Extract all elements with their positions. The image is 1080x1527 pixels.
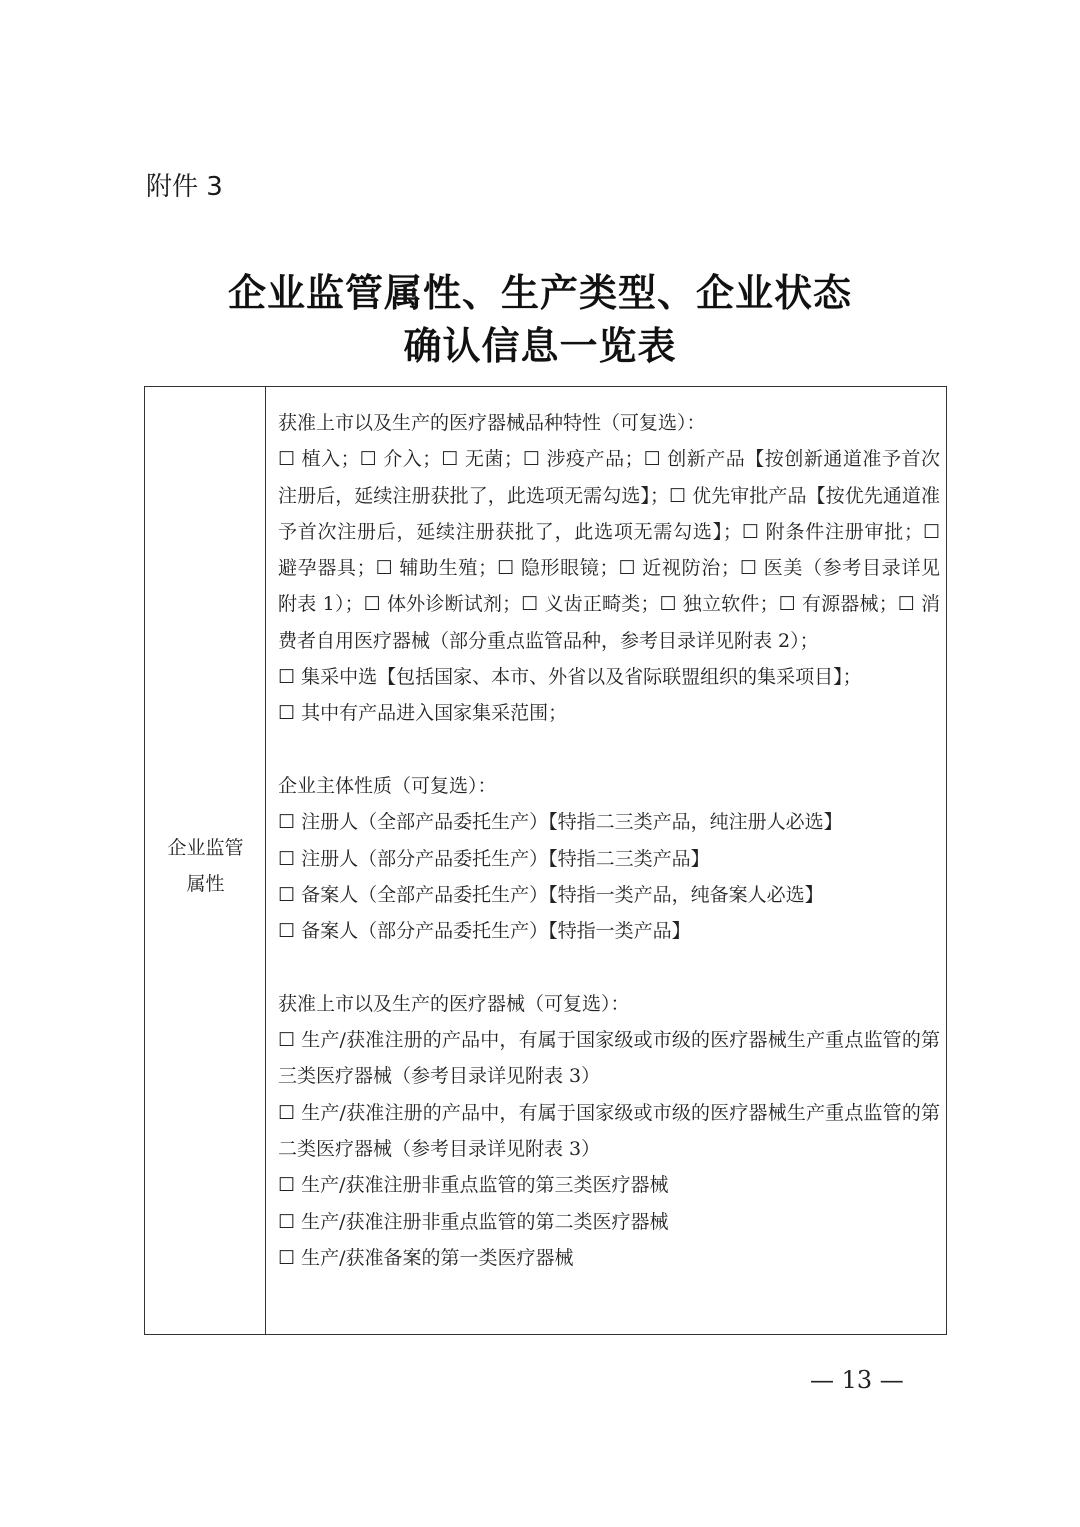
table-column-divider (265, 386, 266, 1335)
option-key-class2[interactable]: ☐ 生产/获准注册的产品中，有属于国家级或市级的医疗器械生产重点监管的第二类医疗器械（参考目录详见附表 3） (278, 1101, 940, 1160)
row-label-line2: 属性 (186, 873, 225, 895)
row-label-line1: 企业监管 (167, 837, 244, 859)
option-key-class3[interactable]: ☐ 生产/获准注册的产品中，有属于国家级或市级的医疗器械生产重点监管的第三类医疗器械（参考目录详见附表 3） (278, 1029, 940, 1088)
annex-label: 附件 3 (146, 172, 223, 202)
option-nonkey-class3[interactable]: ☐ 生产/获准注册非重点监管的第三类医疗器械 (278, 1174, 669, 1197)
page-number: — 13 — (810, 1366, 904, 1394)
option-national-procurement[interactable]: ☐ 其中有产品进入国家集采范围； (278, 702, 568, 725)
option-registrant-all[interactable]: ☐ 注册人（全部产品委托生产）【特指二三类产品，纯注册人必选】 (278, 811, 843, 834)
option-filer-partial[interactable]: ☐ 备案人（部分产品委托生产）【特指一类产品】 (278, 920, 691, 943)
section3-heading: 获准上市以及生产的医疗器械（可复选）： (278, 992, 630, 1015)
option-registrant-partial[interactable]: ☐ 注册人（部分产品委托生产）【特指二三类产品】 (278, 847, 710, 870)
option-procurement[interactable]: ☐ 集采中选【包括国家、本市、外省以及省际联盟组织的集采项目】； (278, 666, 862, 689)
section1-heading: 获准上市以及生产的医疗器械品种特性（可复选）： (278, 412, 706, 434)
option-class1[interactable]: ☐ 生产/获准备案的第一类医疗器械 (278, 1246, 574, 1269)
section1-options[interactable]: ☐ 植入；☐ 介入；☐ 无菌；☐ 涉疫产品；☐ 创新产品【按创新通道准予首次注册后，延续注册获批了，此选项无需勾选】；☐ 优先审批产品【按优先通道准予首次注册后，延续注册获批了，此选项无需勾选】；☐ 附条件注册审批；☐ 避孕器具；☐ 辅助生殖；☐ 隐形眼镜；☐ 近视防治；☐ 医美（参考目录详见附表 1）；☐ 体外诊断试剂；☐ 义齿正畸类；☐ 独立软件；☐ 有源器械；☐ 消费者自用医疗器械（部分重点监管品种，参考目录详见附表 2）； (278, 448, 940, 652)
option-filer-all[interactable]: ☐ 备案人（全部产品委托生产）【特指一类产品，纯备案人必选】 (278, 883, 824, 906)
document-title-line2: 确认信息一览表 (403, 323, 677, 368)
table-content-cell (278, 405, 940, 1276)
row-label-cell (146, 830, 265, 902)
option-nonkey-class2[interactable]: ☐ 生产/获准注册非重点监管的第二类医疗器械 (278, 1210, 669, 1233)
document-title-line1: 企业监管属性、生产类型、企业状态 (227, 270, 852, 315)
section2-heading: 企业主体性质（可复选）： (278, 774, 497, 797)
